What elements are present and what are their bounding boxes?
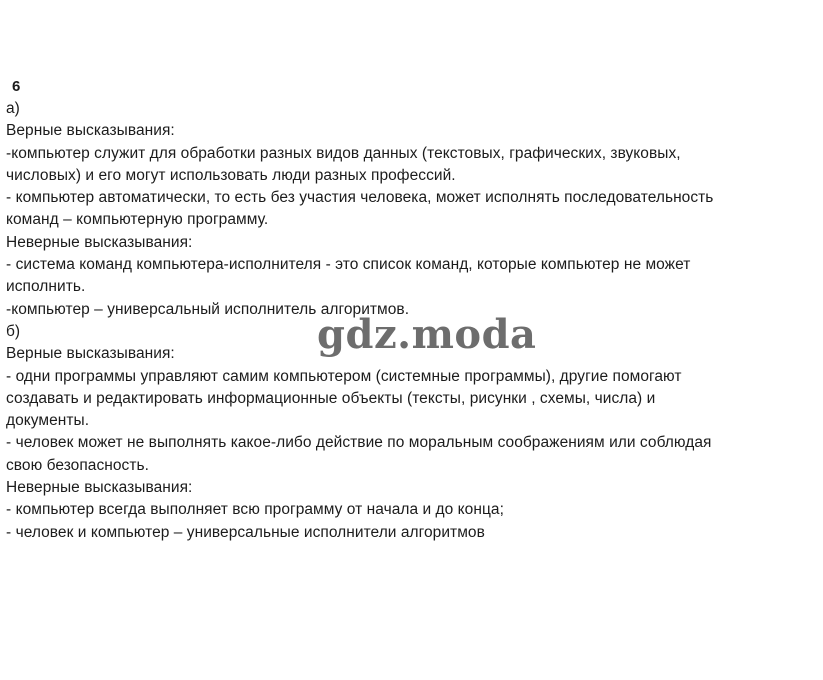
statement-line: - система команд компьютера-исполнителя - это список команд, которые компьютер не может [6, 256, 691, 274]
statement-line: создавать и редактировать информационные объекты (тексты, рисунки , схемы, числа) и [6, 389, 656, 407]
section-heading-false: Неверные высказывания: [6, 479, 193, 497]
statement-line: - человек и компьютер – универсальные исполнители алгоритмов [6, 523, 485, 541]
statement-line: - человек может не выполнять какое-либо действие по моральным соображениям или соблюдая [6, 434, 712, 452]
statement-line: исполнить. [6, 278, 86, 296]
statement-line: -компьютер служит для обработки разных видов данных (текстовых, графических, звуковых, [6, 144, 681, 162]
statement-line: - компьютер всегда выполняет всю программу от начала и до конца; [6, 501, 504, 519]
site-watermark: gdz.moda [317, 311, 537, 358]
statement-line: команд – компьютерную программу. [6, 211, 269, 229]
statement-line: - одни программы управляют самим компьютером (системные программы), другие помогают [6, 367, 682, 385]
statement-line: - компьютер автоматически, то есть без участия человека, может исполнять последовательность [6, 189, 714, 207]
section-heading-false: Неверные высказывания: [6, 233, 193, 251]
section-heading-true: Верные высказывания: [6, 345, 175, 363]
section-heading-true: Верные высказывания: [6, 122, 175, 140]
statement-line: документы. [6, 412, 90, 430]
part-a-label: а) [6, 100, 20, 117]
statement-line: свою безопасность. [6, 456, 149, 474]
task-number: 6 [12, 78, 21, 95]
part-b-label: б) [6, 322, 21, 340]
solution-document [6, 76, 806, 544]
statement-line: -компьютер – универсальный исполнитель алгоритмов. [6, 300, 410, 318]
statement-line: числовых) и его могут использовать люди разных профессий. [6, 166, 456, 184]
